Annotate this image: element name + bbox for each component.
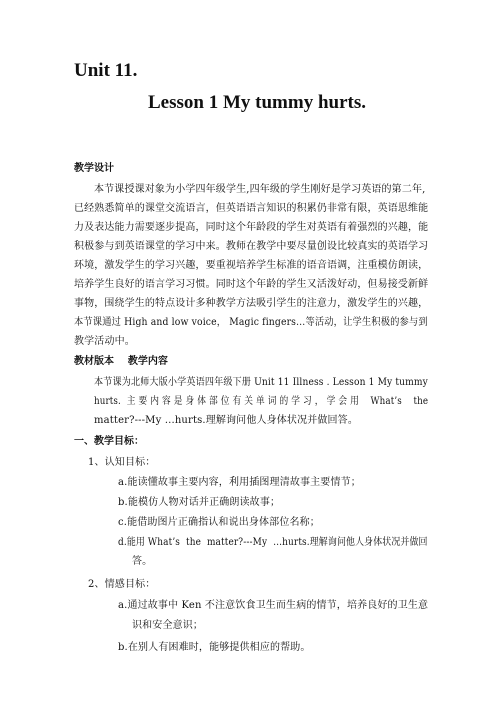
design-line: 培养学生良好的语言学习习惯。同时这个年龄的学生又活泼好动，但易接受新鲜 bbox=[74, 279, 429, 290]
content-heading: 教材版本 教学内容 bbox=[74, 356, 168, 367]
content-line: hurts. 主 要 内 容 是 身 体 部 位 有 关 单 词 的 学 习 ， 学 会 用 What’s the bbox=[94, 396, 429, 407]
design-line: 事物，围绕学生的特点设计多种教学方法吸引学生的注意力，激发学生的兴趣， bbox=[74, 298, 429, 309]
cognitive-item: b.能模仿人物对话并正确朗读故事； bbox=[118, 497, 281, 508]
cognitive-item: c.能借助图片正确指认和说出身体部位名称； bbox=[118, 517, 320, 528]
design-line: 已经熟悉简单的课堂交流语言，但英语语言知识的积累仍非常有限，英语思维能 bbox=[74, 203, 429, 214]
design-line: 本节课通过 High and low voice， Magic fingers…等活动，让学生积极的参与到 bbox=[74, 317, 428, 328]
design-line: 教学活动中。 bbox=[74, 336, 135, 347]
content-line: 本节课为北师大版小学英语四年级下册 Unit 11 Illness . Lesson 1 My tummy bbox=[94, 377, 428, 388]
cognitive-item: d.能用 What’s the matter?---My …hurts.理解询问他人身体状况并做回 bbox=[118, 537, 428, 548]
design-line: 积极参与到英语课堂的学习中来。教师在教学中要尽量创设比较真实的英语学习 bbox=[74, 241, 429, 252]
cognitive-item: a.能读懂故事主要内容，利用插图理清故事主要情节； bbox=[118, 477, 361, 488]
cognitive-label: 1、认知目标： bbox=[88, 457, 156, 468]
emotional-item: a.通过故事中 Ken 不注意饮食卫生而生病的情节，培养良好的卫生意 bbox=[118, 600, 429, 611]
cognitive-item: 答。 bbox=[132, 556, 153, 567]
unit-title: Unit 11. bbox=[74, 60, 138, 81]
objectives-heading: 一、教学目标： bbox=[74, 436, 144, 447]
lesson-title: Lesson 1 My tummy hurts. bbox=[148, 92, 366, 113]
design-line: 环境，激发学生的学习兴趣，要重视培养学生标准的语音语调，注重模仿朗读， bbox=[74, 260, 429, 271]
content-line: matter?---My …hurts.理解询问他人身体状况并做回答。 bbox=[94, 415, 358, 426]
design-line: 力及表达能力需要逐步提高，同时这个年龄段的学生对英语有着强烈的兴趣，能 bbox=[74, 222, 429, 233]
design-line: 本节课授课对象为小学四年级学生,四年级的学生刚好是学习英语的第二年, bbox=[94, 184, 426, 195]
emotional-label: 2、情感目标： bbox=[88, 579, 156, 590]
emotional-item: b.在别人有困难时，能够提供相应的帮助。 bbox=[118, 642, 311, 653]
design-heading: 教学设计 bbox=[74, 163, 114, 174]
emotional-item: 识和安全意识； bbox=[132, 620, 204, 631]
